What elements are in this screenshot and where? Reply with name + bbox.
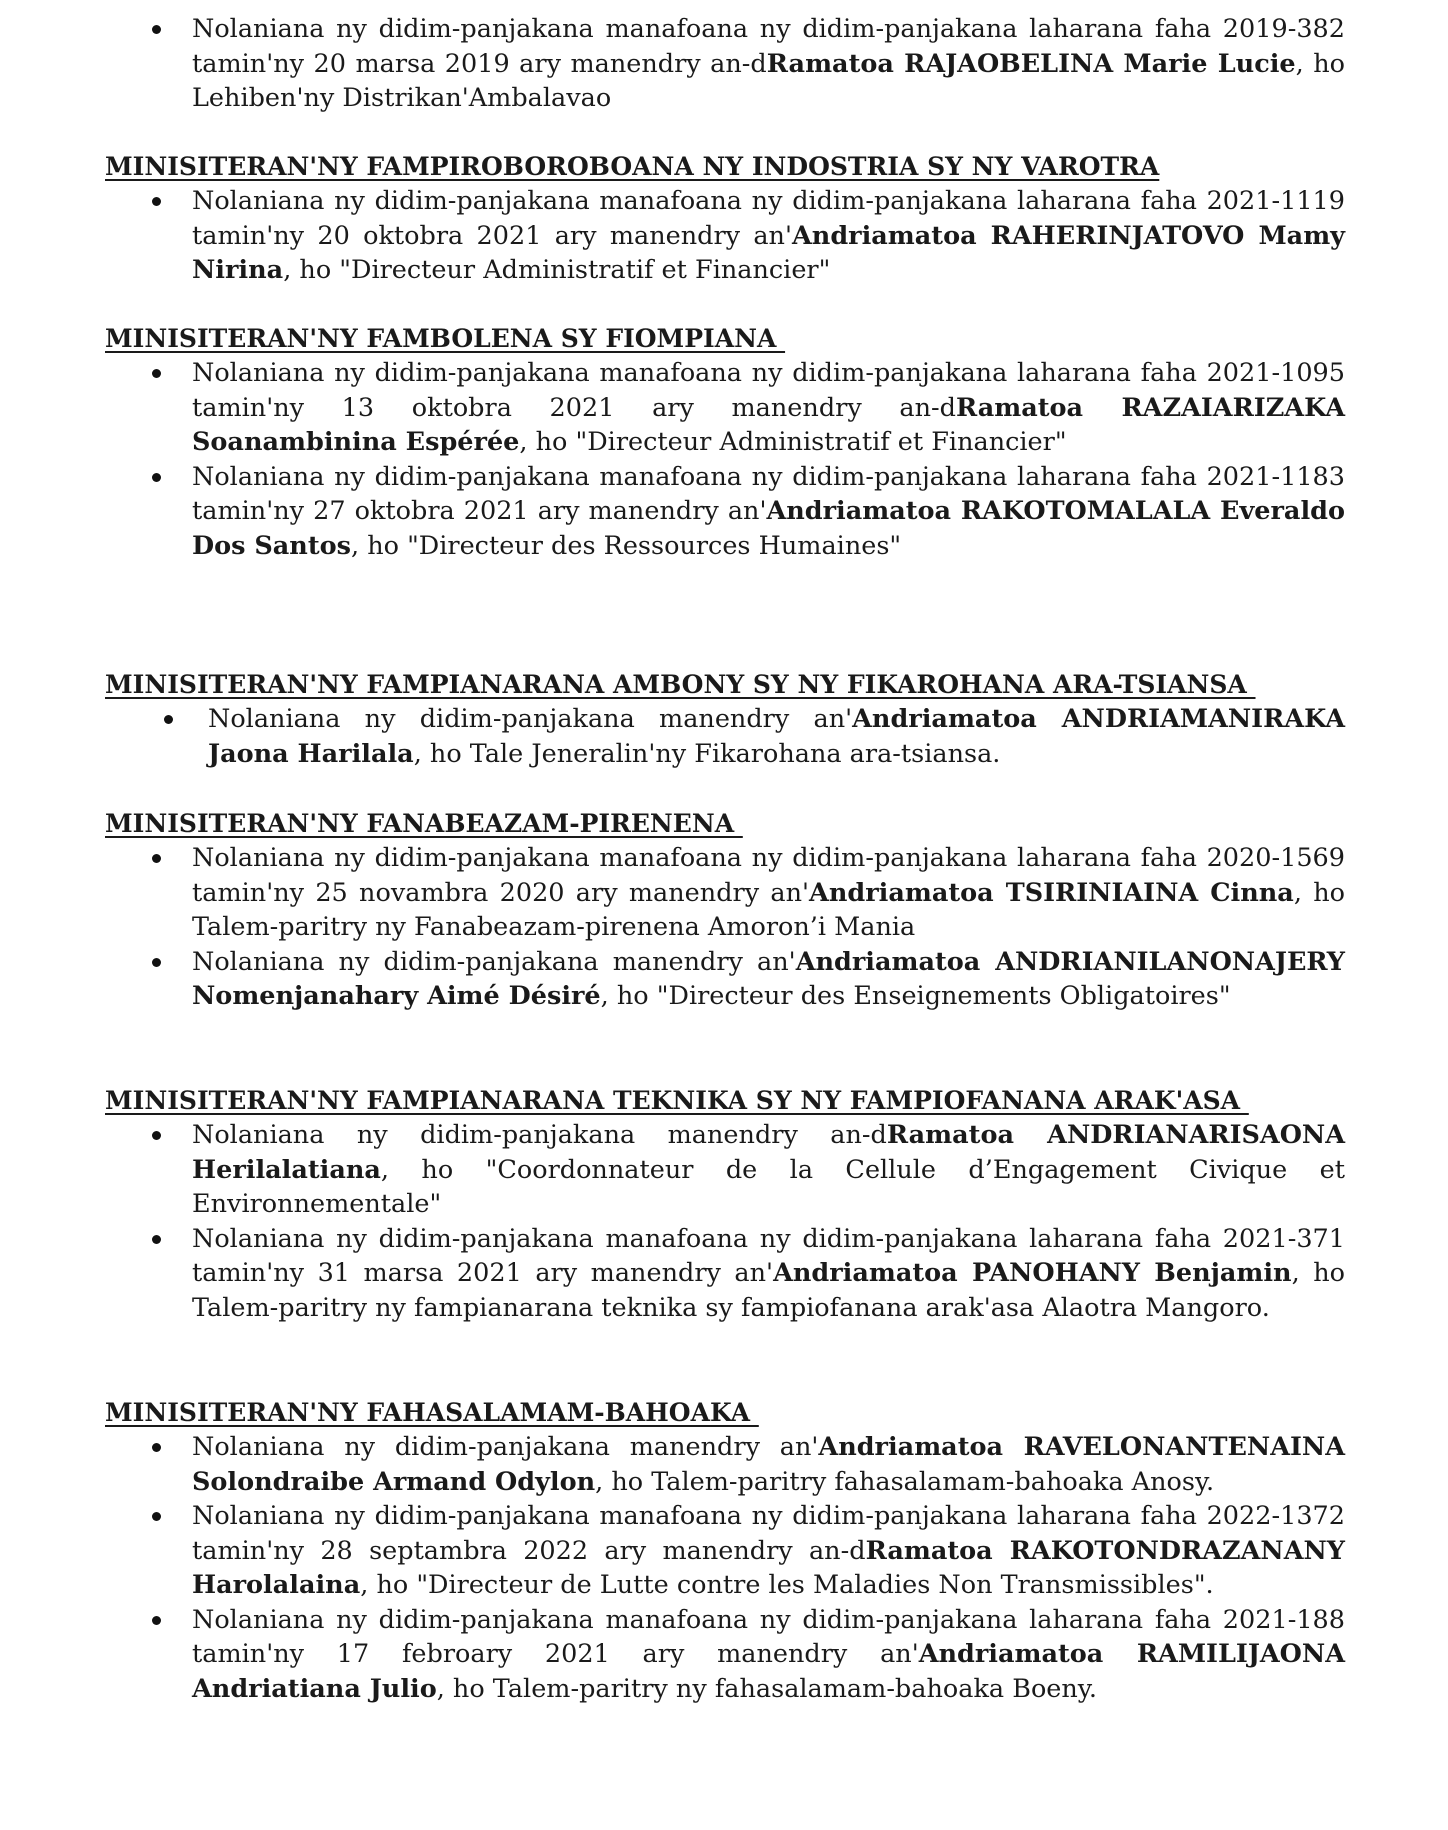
item-list — [105, 1430, 1345, 1706]
item-intro: Nolaniana ny didim-panjakana manafoana ny didim-panjakana laharana faha 2022-1372 tamin'ny 28 septambra 2022 ary manendry an-d — [192, 1501, 1345, 1566]
list-item — [105, 356, 1345, 460]
ministry-heading: MINISITERAN'NY FAHASALAMAM-BAHOAKA — [105, 1398, 759, 1427]
ministry-heading: MINISITERAN'NY FANABEAZAM-PIRENENA — [105, 809, 743, 838]
item-intro: Nolaniana ny didim-panjakana manendry an' — [192, 1432, 819, 1462]
section-ministry-national-education — [105, 807, 1345, 1014]
section-ministry-public-health — [105, 1396, 1345, 1706]
item-list — [105, 702, 1345, 771]
bullet-icon — [152, 473, 161, 482]
item-role: , ho Tale Jeneralin'ny Fikarohana ara-tsiansa. — [413, 738, 1001, 769]
appointee-name: Ramatoa ANDRIANARISAONA Herilalatiana — [192, 1120, 1345, 1185]
list-item — [105, 1499, 1345, 1603]
appointee-name: Andriamatoa RAVELONANTENAINA Solondraibe Armand Odylon — [192, 1432, 1345, 1497]
ministry-heading: MINISITERAN'NY FAMPIROBOROBOANA NY INDOSTRIA SY NY VAROTRA — [105, 152, 1160, 181]
item-role: , ho Talem-paritry ny fampianarana teknika sy fampiofanana arak'asa Alaotra Mangoro. — [192, 1258, 1345, 1323]
item-role: , ho "Directeur de Lutte contre les Maladies Non Transmissibles". — [360, 1570, 1214, 1600]
bullet-icon — [152, 1235, 161, 1244]
bullet-icon — [164, 715, 173, 724]
bullet-icon — [152, 1443, 161, 1452]
item-intro: Nolaniana ny didim-panjakana manendry an' — [208, 704, 853, 734]
list-item — [105, 12, 1345, 116]
appointee-name: Andriamatoa RAHERINJATOVO Mamy Nirina — [192, 220, 1345, 285]
section-ministry-higher-education — [105, 668, 1345, 771]
appointee-name: Andriamatoa RAKOTOMALALA Everaldo Dos Santos — [192, 496, 1345, 561]
bullet-icon — [152, 197, 161, 206]
item-list — [105, 1118, 1345, 1325]
ministry-heading: MINISITERAN'NY FAMPIANARANA AMBONY SY NY FIKAROHANA ARA-TSIANSA — [105, 670, 1256, 699]
list-item — [105, 460, 1345, 564]
item-role: , ho "Directeur des Ressources Humaines" — [350, 530, 902, 561]
list-item — [105, 1222, 1345, 1326]
ministry-heading: MINISITERAN'NY FAMBOLENA SY FIOMPIANA — [105, 324, 786, 353]
section-ministry-agriculture — [105, 322, 1345, 563]
item-intro: Nolaniana ny didim-panjakana manafoana ny didim-panjakana laharana faha 2019-382 tamin'ny 20 marsa 2019 ary manendry an-d — [192, 14, 1345, 79]
item-intro: Nolaniana ny didim-panjakana manafoana ny didim-panjakana laharana faha 2021-1119 tamin'ny 20 oktobra 2021 ary manendry an' — [192, 186, 1345, 251]
item-list — [105, 12, 1345, 116]
item-intro: Nolaniana ny didim-panjakana manafoana ny didim-panjakana laharana faha 2021-1095 tamin'ny 13 oktobra 2021 ary manendry an-d — [192, 358, 1345, 423]
bullet-icon — [152, 854, 161, 863]
section-continuation — [105, 12, 1345, 116]
list-item — [105, 1603, 1345, 1707]
list-item — [105, 184, 1345, 288]
section-ministry-industry — [105, 150, 1345, 288]
appointee-name: Andriamatoa ANDRIANILANONAJERY Nomenjanahary Aimé Désiré — [192, 946, 1345, 1011]
item-intro: Nolaniana ny didim-panjakana manendry an-d — [192, 1120, 887, 1150]
item-role: , ho Talem-paritry fahasalamam-bahoaka Anosy. — [595, 1466, 1215, 1497]
item-intro: Nolaniana ny didim-panjakana manafoana ny didim-panjakana laharana faha 2021-1183 tamin'ny 27 oktobra 2021 ary manendry an' — [192, 461, 1345, 526]
list-item — [105, 945, 1345, 1014]
list-item — [105, 1118, 1345, 1222]
item-role: , ho Talem-paritry ny Fanabeazam-pirenena Amoron’i Mania — [192, 877, 1346, 942]
appointee-name: Andriamatoa TSIRINIAINA Cinna — [809, 877, 1294, 908]
appointee-name: Andriamatoa RAMILIJAONA Andriatiana Julio — [192, 1639, 1345, 1704]
item-role: , ho "Coordonnateur de la Cellule d’Engagement Civique et Environnementale" — [192, 1154, 1345, 1219]
item-role: , ho "Directeur Administratif et Financier" — [519, 427, 1067, 457]
item-list — [105, 841, 1345, 1014]
bullet-icon — [152, 369, 161, 378]
item-role: , ho Talem-paritry ny fahasalamam-bahoaka Boeny. — [436, 1673, 1097, 1704]
item-list — [105, 184, 1345, 288]
appointee-name: Ramatoa RAJAOBELINA Marie Lucie — [766, 48, 1296, 79]
item-intro: Nolaniana ny didim-panjakana manafoana ny didim-panjakana laharana faha 2020-1569 tamin'ny 25 novambra 2020 ary manendry an' — [192, 843, 1345, 908]
bullet-icon — [152, 25, 161, 34]
appointee-name: Ramatoa RAKOTONDRAZANANY Harolalaina — [192, 1535, 1345, 1600]
item-list — [105, 356, 1345, 563]
list-item — [105, 841, 1345, 945]
bullet-icon — [152, 1616, 161, 1625]
item-intro: Nolaniana ny didim-panjakana manafoana ny didim-panjakana laharana faha 2021-188 tamin'ny 17 febroary 2021 ary manendry an' — [192, 1604, 1345, 1669]
item-role: , ho "Directeur Administratif et Financier" — [283, 255, 831, 285]
list-item — [105, 702, 1345, 771]
ministry-heading: MINISITERAN'NY FAMPIANARANA TEKNIKA SY NY FAMPIOFANANA ARAK'ASA — [105, 1086, 1249, 1115]
section-ministry-technical-education — [105, 1084, 1345, 1325]
item-role: , ho "Directeur des Enseignements Obligatoires" — [600, 981, 1231, 1011]
bullet-icon — [152, 1131, 161, 1140]
list-item — [105, 1430, 1345, 1499]
item-intro: Nolaniana ny didim-panjakana manafoana ny didim-panjakana laharana faha 2021-371 tamin'ny 31 marsa 2021 ary manendry an' — [192, 1223, 1345, 1288]
appointee-name: Andriamatoa PANOHANY Benjamin — [773, 1258, 1292, 1288]
bullet-icon — [152, 1512, 161, 1521]
item-intro: Nolaniana ny didim-panjakana manendry an' — [192, 946, 796, 977]
item-role: , ho Lehiben'ny Distrikan'Ambalavao — [192, 48, 1345, 113]
bullet-icon — [152, 958, 161, 967]
appointee-name: Ramatoa RAZAIARIZAKA Soanambinina Espérée — [192, 392, 1346, 457]
appointee-name: Andriamatoa ANDRIAMANIRAKA Jaona Harilala — [208, 704, 1346, 769]
